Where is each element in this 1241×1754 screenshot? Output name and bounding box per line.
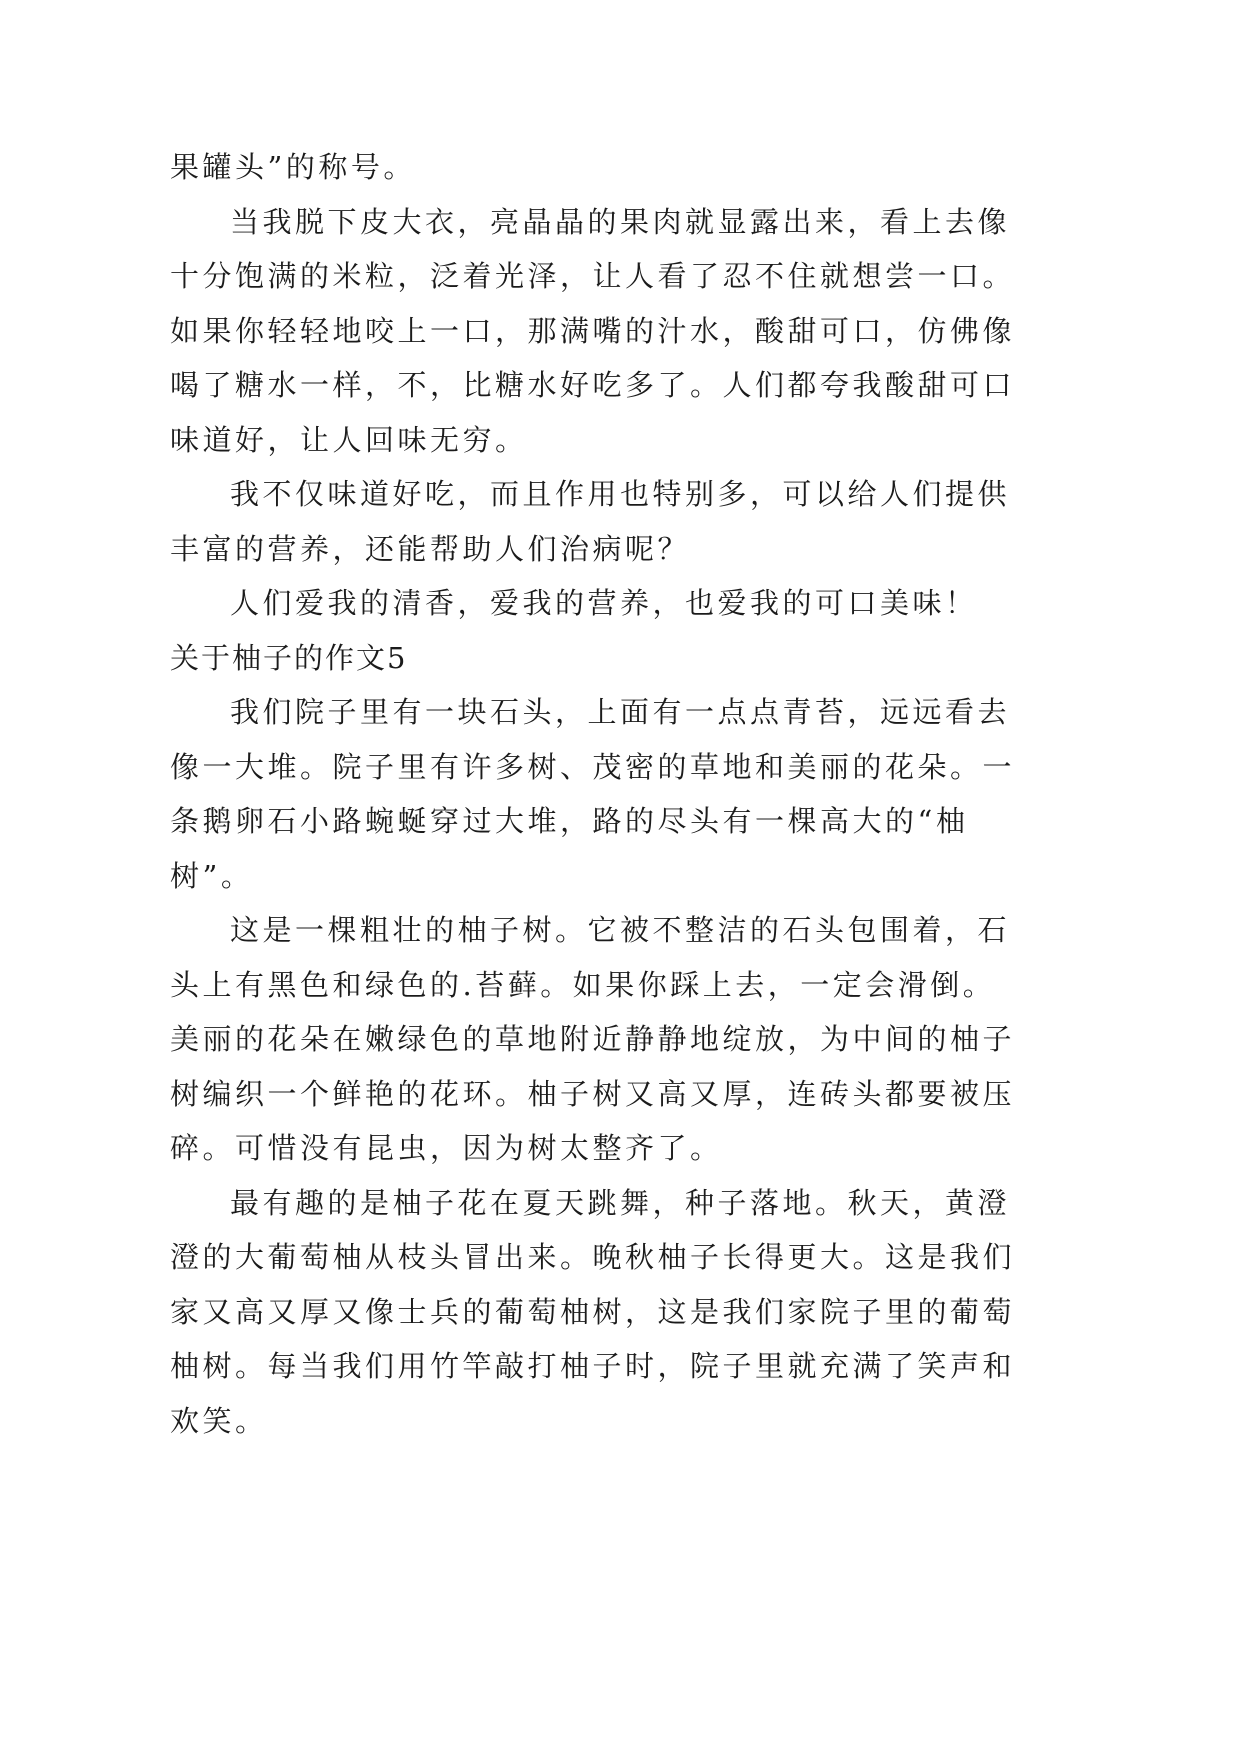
text-line: 条鹅卵石小路蜿蜒穿过大堆，路的尽头有一棵高大的“柚	[170, 804, 969, 838]
document-body	[170, 140, 1016, 1448]
text-line: 澄的大葡萄柚从枝头冒出来。晚秋柚子长得更大。这是我们	[170, 1240, 1016, 1274]
text-line: 如果你轻轻地咬上一口，那满嘴的汁水，酸甜可口，仿佛像	[170, 313, 1016, 348]
text-line: 喝了糖水一样，不，比糖水好吃多了。人们都夸我酸甜可口	[170, 368, 1016, 402]
paragraph-start-line: 最有趣的是柚子花在夏天跳舞，种子落地。秋天，黄澄	[230, 1185, 1011, 1220]
text-line: 碎。可惜没有昆虫，因为树太整齐了。	[170, 1131, 723, 1165]
text-line: 十分饱满的米粒，泛着光泽，让人看了忍不住就想尝一口。	[170, 259, 1016, 293]
text-line: 丰富的营养，还能帮助人们治病呢？	[170, 531, 691, 566]
text-line: 欢笑。	[170, 1403, 268, 1438]
text-line: 美丽的花朵在嫩绿色的草地附近静静地绽放，为中间的柚子	[170, 1022, 1016, 1056]
text-line: 柚树。每当我们用竹竿敲打柚子时，院子里就充满了笑声和	[170, 1349, 1016, 1383]
text-line: 家又高又厚又像士兵的葡萄柚树，这是我们家院子里的葡萄	[170, 1294, 1016, 1329]
text-line: 像一大堆。院子里有许多树、茂密的草地和美丽的花朵。一	[170, 749, 1016, 784]
text-line: 树编织一个鲜艳的花环。柚子树又高又厚，连砖头都要被压	[170, 1076, 1016, 1111]
text-line: 味道好，让人回味无穷。	[170, 422, 528, 457]
text-line: 果罐头”的称号。	[170, 150, 416, 184]
paragraph-start-line: 我们院子里有一块石头，上面有一点点青苔，远远看去	[230, 695, 1011, 729]
essay-heading: 关于柚子的作文5	[170, 640, 408, 675]
paragraph-start-line: 这是一棵粗壮的柚子树。它被不整洁的石头包围着，石	[230, 913, 1011, 947]
text-line: 头上有黑色和绿色的.苔藓。如果你踩上去，一定会滑倒。	[170, 967, 996, 1002]
paragraph-start-line: 我不仅味道好吃，而且作用也特别多，可以给人们提供	[230, 477, 1011, 511]
paragraph-start-line: 人们爱我的清香，爱我的营养，也爱我的可口美味！	[230, 586, 978, 620]
paragraph-start-line: 当我脱下皮大衣，亮晶晶的果肉就显露出来，看上去像	[230, 204, 1011, 239]
text-line: 树”。	[170, 858, 254, 893]
